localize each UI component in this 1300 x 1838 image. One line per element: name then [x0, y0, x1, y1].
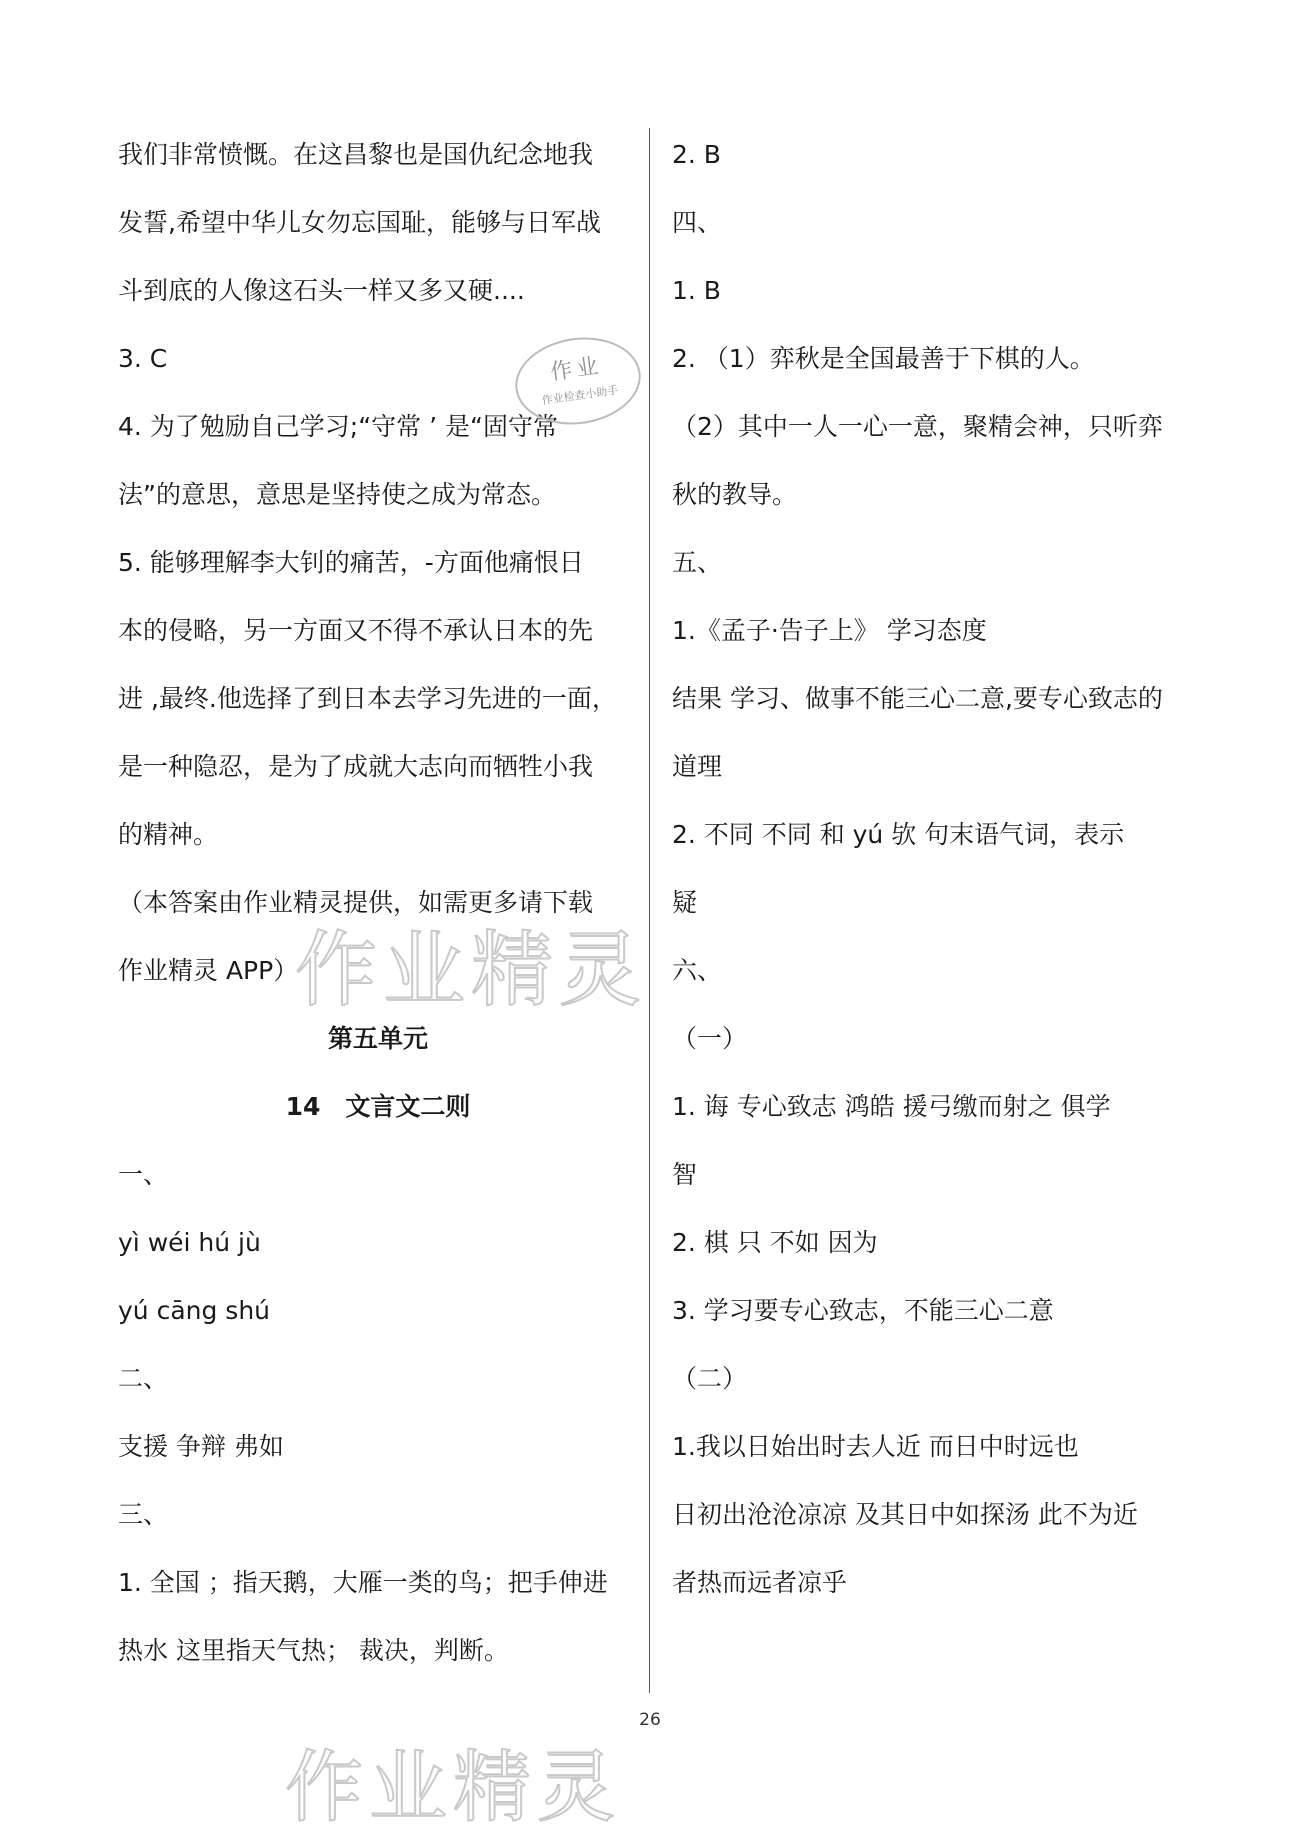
stamp-bottom-text: 作业检查小助手: [540, 383, 620, 408]
watermark: 作业精灵: [285, 1743, 622, 1833]
text-line: 者热而远者凉乎: [672, 1568, 848, 1597]
right-column: [672, 140, 1197, 1636]
text-line: 法”的意思，意思是坚持使之成为常态。: [118, 480, 556, 509]
text-line: 六、: [672, 956, 723, 985]
text-line: 是一种隐忍，是为了成就大志向而牺牲小我: [118, 752, 594, 781]
text-line: 1. 诲 专心致志 鸿皓 援弓缴而射之 俱学: [672, 1092, 1111, 1121]
text-line: 2. 不同 不同 和 yú 欤 句末语气词，表示: [672, 820, 1125, 849]
page-number: 26: [639, 1710, 661, 1730]
text-line: 2. （1）弈秋是全国最善于下棋的人。: [672, 344, 1095, 373]
text-line: 日初出沧沧凉凉 及其日中如探汤 此不为近: [672, 1500, 1138, 1529]
text-line: （本答案由作业精灵提供，如需更多请下载: [118, 888, 594, 917]
text-line: 1. 全国 ；指天鹅，大雁一类的鸟；把手伸进: [118, 1568, 608, 1597]
text-line: （2）其中一人一心一意，聚精会神，只听弈: [672, 412, 1163, 441]
section-heading: 第五单元: [327, 1024, 428, 1053]
text-line: 1.我以日始出时去人近 而日中时远也: [672, 1432, 1079, 1461]
text-line: 四、: [672, 208, 723, 237]
text-line: 道理: [672, 752, 723, 781]
text-line: 热水 这里指天气热； 裁决，判断。: [118, 1636, 509, 1665]
watermark: 作业精灵: [295, 923, 648, 1018]
text-line: （二）: [672, 1364, 748, 1393]
text-line: 本的侵略，另一方面又不得不承认日本的先: [118, 616, 594, 645]
text-line: 发誓,希望中华儿女勿忘国耻，能够与日军战: [118, 208, 601, 237]
text-line: 秋的教导。: [672, 480, 798, 509]
text-line: 智: [672, 1160, 698, 1189]
text-line: 一、: [118, 1160, 169, 1189]
text-line: 3. C: [118, 344, 168, 373]
text-line: 结果 学习、做事不能三心二意,要专心致志的: [672, 684, 1163, 713]
text-line: 二、: [118, 1364, 169, 1393]
text-line: 2. 棋 只 不如 因为: [672, 1228, 878, 1257]
text-line: 作业精灵 APP）: [118, 956, 299, 985]
text-line: 支援 争辩 弗如: [118, 1432, 284, 1461]
text-line: 五、: [672, 548, 723, 577]
section-heading: 14 文言文二则: [285, 1092, 471, 1121]
column-divider: [649, 128, 650, 1693]
text-line: 1.《孟子·告子上》 学习态度: [672, 616, 987, 645]
stamp-top-text: 作业: [548, 353, 604, 386]
text-line: 的精神。: [118, 820, 219, 849]
text-line: 3. 学习要专心致志，不能三心二意: [672, 1296, 1054, 1325]
text-line: 1. B: [672, 276, 721, 305]
text-line: 我们非常愤慨。在这昌黎也是国仇纪念地我: [118, 140, 594, 169]
text-line: （一）: [672, 1024, 748, 1053]
text-line: 斗到底的人像这石头一样又多又硬....: [118, 276, 525, 305]
text-line: 疑: [672, 888, 698, 917]
text-line: 4. 为了勉励自己学习;“守常 ’ 是“固守常: [118, 412, 558, 441]
text-line: 2. B: [672, 140, 721, 169]
text-line: yú cāng shú: [118, 1296, 271, 1325]
text-line: 三、: [118, 1500, 169, 1529]
text-line: 5. 能够理解李大钊的痛苦，-方面他痛恨日: [118, 548, 584, 577]
text-line: 进 ,最终.他选择了到日本去学习先进的一面，: [118, 684, 617, 713]
text-line: yì wéi hú jù: [118, 1228, 261, 1257]
